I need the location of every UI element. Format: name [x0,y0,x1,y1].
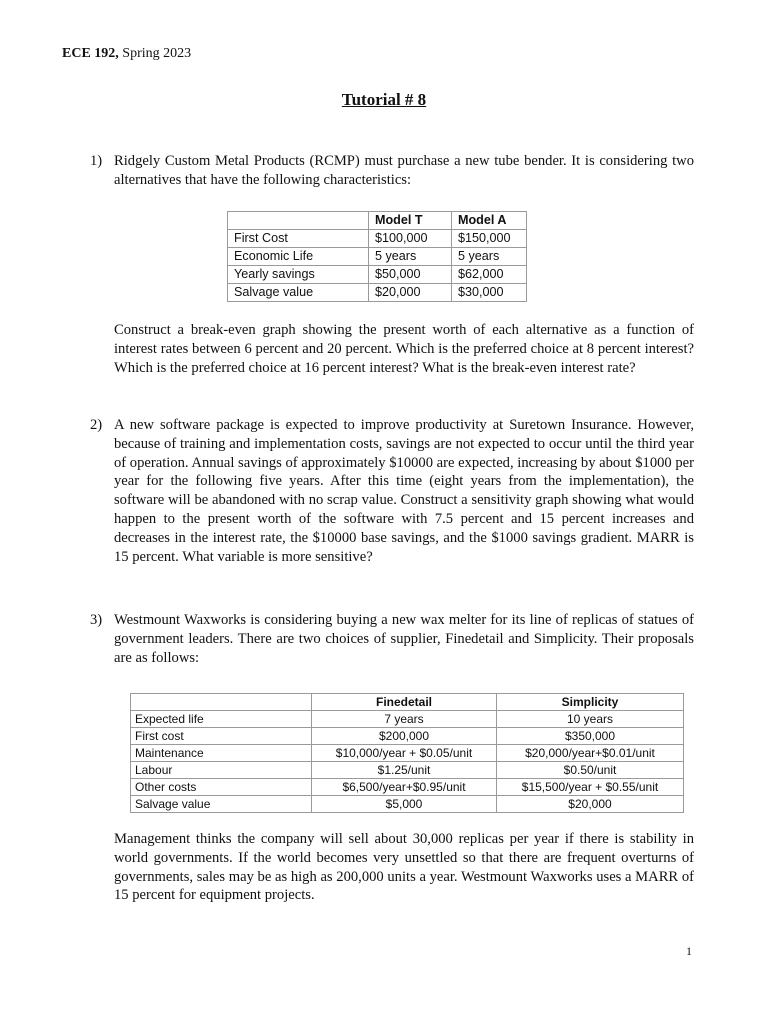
table-header-cell [228,212,369,230]
table-cell: Other costs [131,779,312,796]
table-cell: Labour [131,762,312,779]
table-cell: Salvage value [131,796,312,813]
table-cell: $1.25/unit [312,762,497,779]
question-3-number: 3) [90,612,103,628]
table-row [228,284,527,302]
table-cell: $5,000 [312,796,497,813]
table-header-cell: Model A [452,212,527,230]
table-cell: Economic Life [228,248,369,266]
table-header-cell: Simplicity [497,694,684,711]
table-cell: Salvage value [228,284,369,302]
question-1-followup: Construct a break-even graph showing the present worth of each alternative as a function of interest rates between 6 percent and 20 percent. Which is the preferred choice at 8 percent interest? Which is the preferred choice at 16 percent interest? What is the break-even interest rate? [114,322,694,376]
table-row [228,266,527,284]
course-term: Spring 2023 [122,46,192,61]
table-cell: $20,000/year+$0.01/unit [497,745,684,762]
table-cell: Maintenance [131,745,312,762]
table-header-row [228,212,527,230]
table-cell: $50,000 [369,266,452,284]
table-header-cell [131,694,312,711]
table-cell: Expected life [131,711,312,728]
table-row [131,711,684,728]
question-3-text: Westmount Waxworks is considering buying a new wax melter for its line of replicas of statues of government leaders. There are two choices of supplier, Finedetail and Simplicity. Their proposals are as follows: [114,612,694,666]
page-title: Tutorial # 8 [341,90,427,109]
question-1-number: 1) [90,153,103,169]
table-cell: $62,000 [452,266,527,284]
question-1 [90,152,694,190]
table-cell: $20,000 [369,284,452,302]
page-number: 1 [686,944,692,958]
table-cell: $100,000 [369,230,452,248]
table-cell: $350,000 [497,728,684,745]
table-row [131,762,684,779]
table-cell: $0.50/unit [497,762,684,779]
table-cell: 5 years [452,248,527,266]
table-cell: $10,000/year + $0.05/unit [312,745,497,762]
table-cell: $20,000 [497,796,684,813]
table-cell: 7 years [312,711,497,728]
model-comparison-table [227,211,527,302]
table-cell: First Cost [228,230,369,248]
table-header-row [131,694,684,711]
table-row [131,745,684,762]
table-header-cell: Finedetail [312,694,497,711]
table-cell: $30,000 [452,284,527,302]
table-row [228,230,527,248]
table-cell: First cost [131,728,312,745]
question-2-text: A new software package is expected to improve productivity at Suretown Insurance. However, because of training and implementation costs, savings are not expected to occur until the third year of operation. Annual savings of approximately $10000 are expected, increasing by about $1000 per year for the following five years. After this time (eight years from the implementation), the software will be abandoned with no scrap value. Construct a sensitivity graph showing what would happen to the present worth of the software with 7.5 percent and 15 percent increases and decreases in the interest rate, the $10000 base savings, and the $1000 savings gradient. MARR is 15 percent. What variable is more sensitive? [114,417,694,565]
question-1-text: Ridgely Custom Metal Products (RCMP) must purchase a new tube bender. It is considering two alternatives that have the following characteristics: [114,153,694,188]
table-cell: $15,500/year + $0.55/unit [497,779,684,796]
table-cell: 10 years [497,711,684,728]
table-row [131,796,684,813]
question-2 [90,416,694,566]
course-code: ECE 192, [62,46,119,61]
question-3-followup: Management thinks the company will sell about 30,000 replicas per year if there is stability in world governments. If the world becomes very unsettled so that there are frequent overturns of governments, sales may be as high as 200,000 units a year. Westmount Waxworks uses a MARR of 15 percent for equipment projects. [114,831,694,904]
table-cell: $6,500/year+$0.95/unit [312,779,497,796]
table-cell: $150,000 [452,230,527,248]
table-row [228,248,527,266]
table-cell: 5 years [369,248,452,266]
supplier-comparison-table [130,693,684,813]
table-row [131,779,684,796]
table-header-cell: Model T [369,212,452,230]
course-header [62,46,191,62]
table-cell: $200,000 [312,728,497,745]
question-2-number: 2) [90,417,103,433]
table-cell: Yearly savings [228,266,369,284]
question-3 [90,611,694,667]
table-row [131,728,684,745]
